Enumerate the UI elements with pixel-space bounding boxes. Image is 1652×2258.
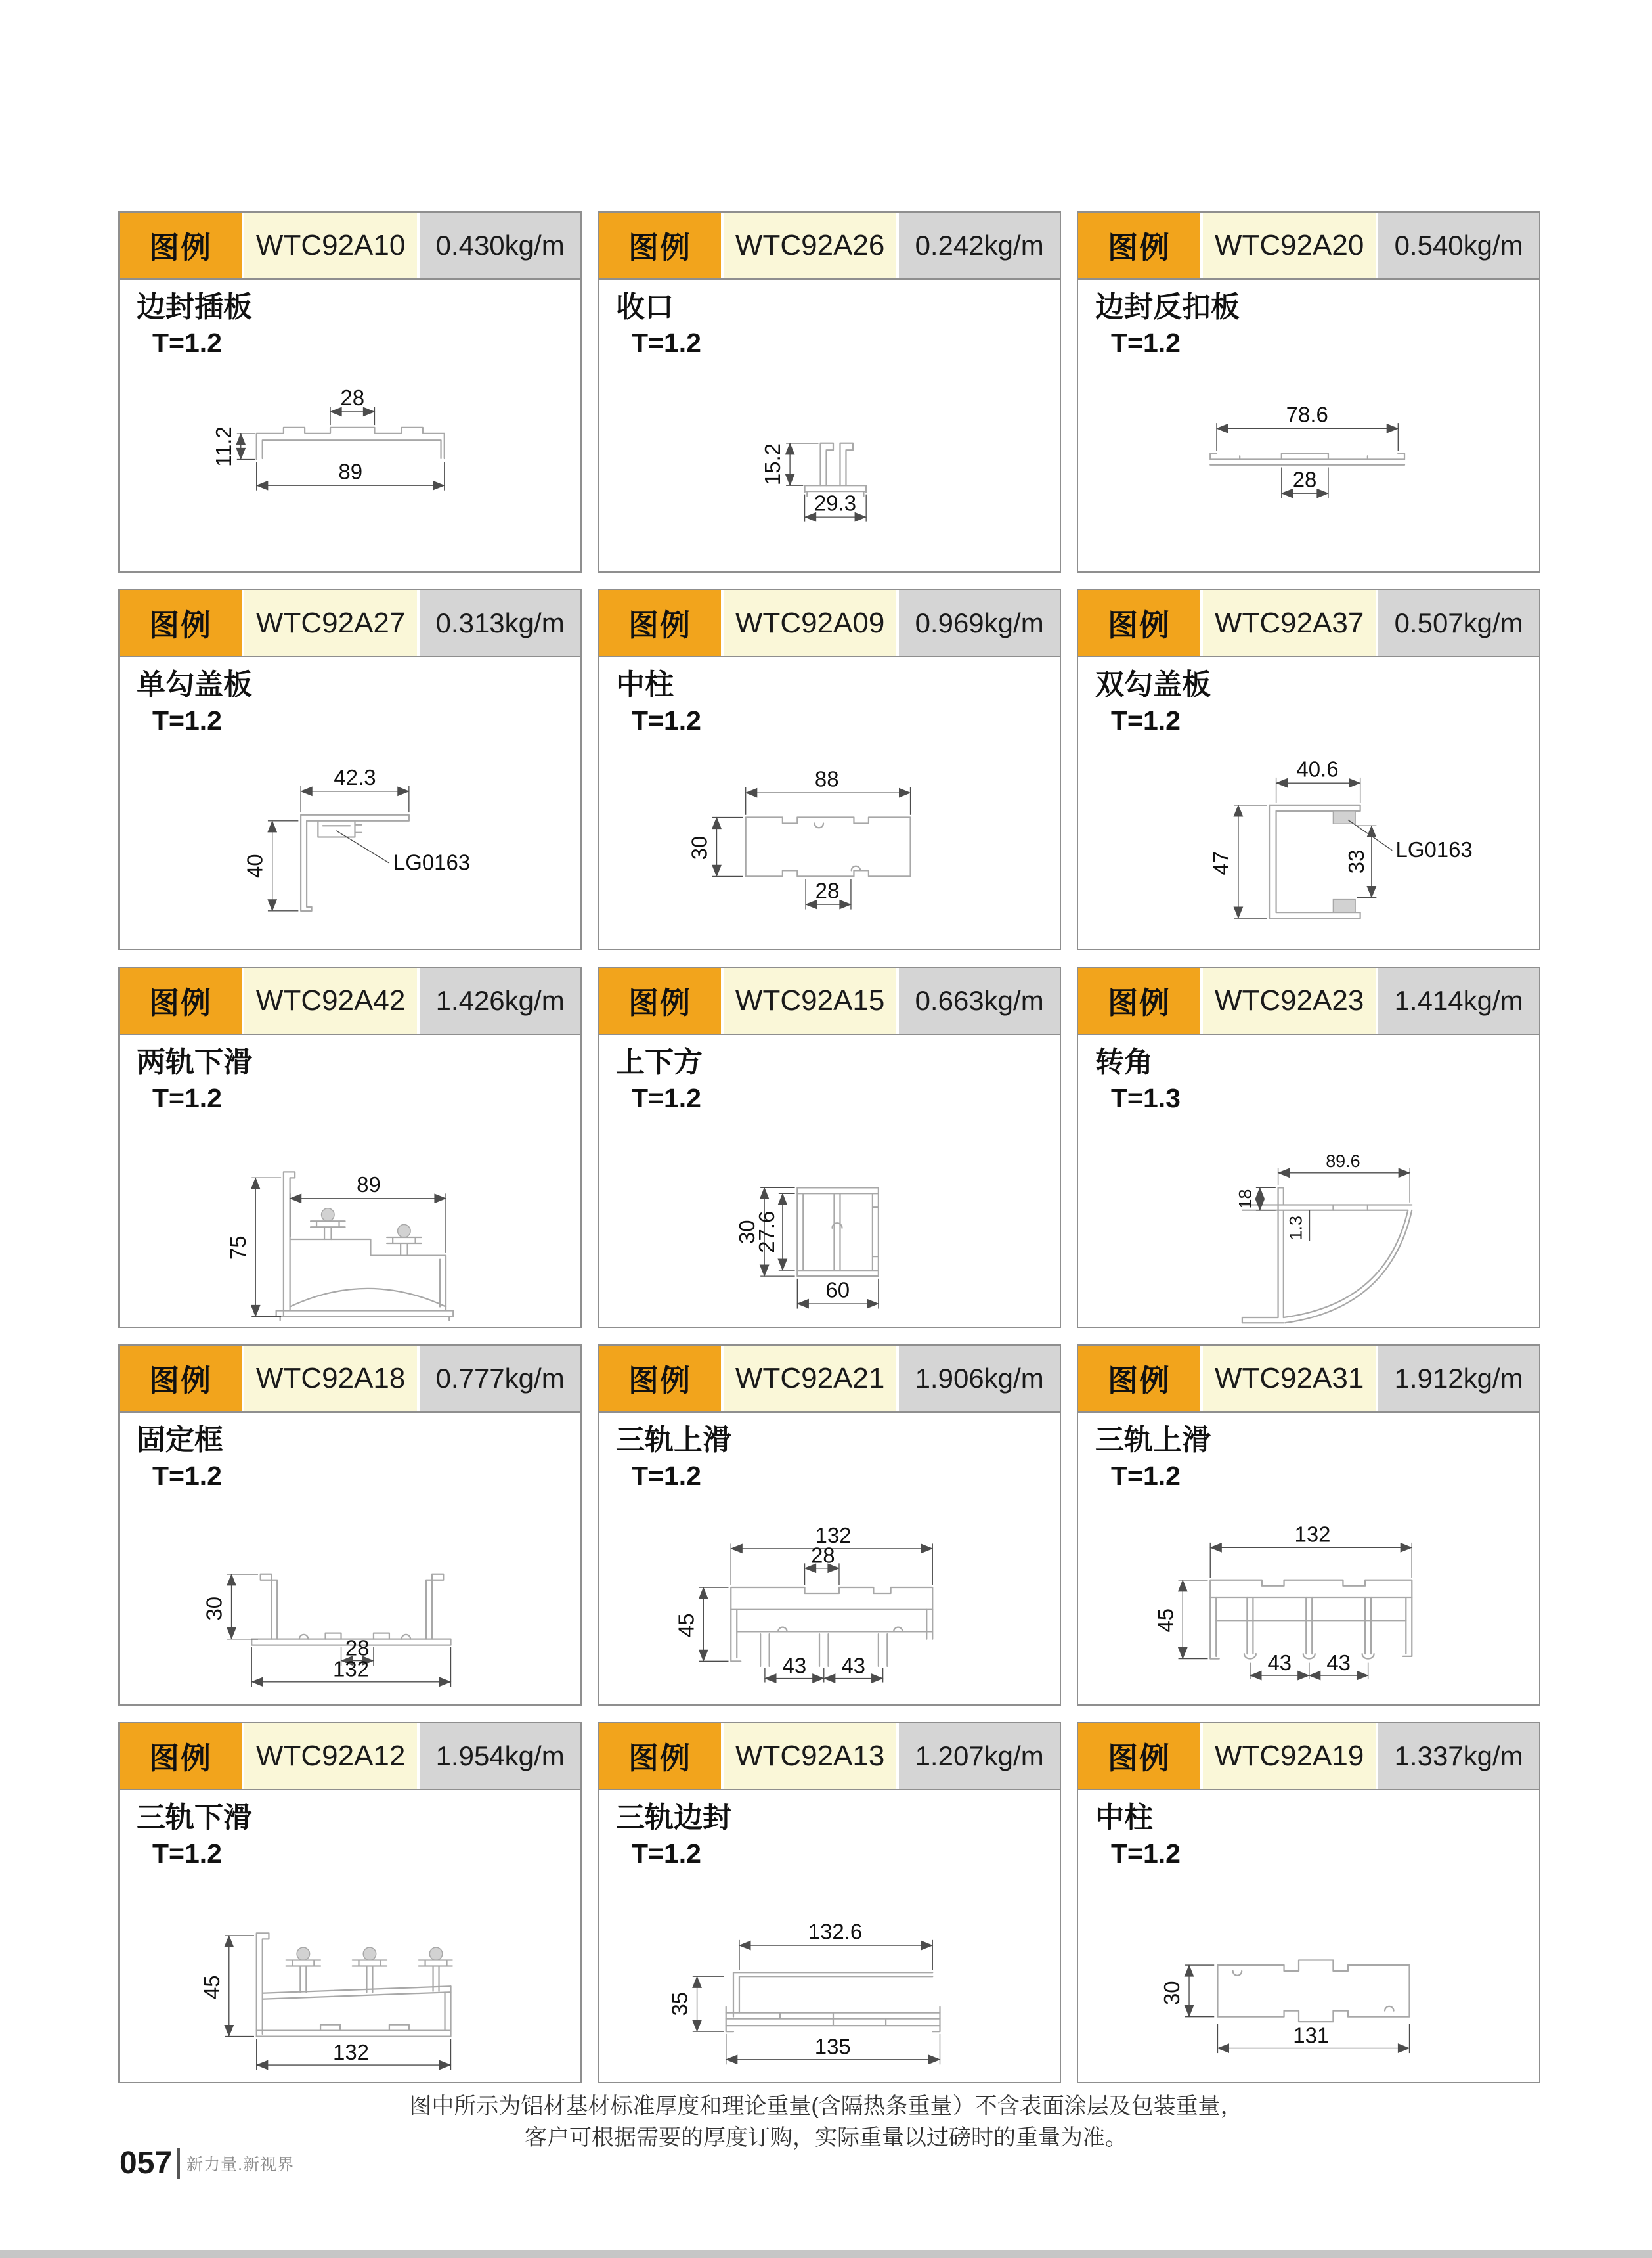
dim-label: 45 — [1153, 1608, 1178, 1633]
profile-thickness: T=1.2 — [632, 1461, 701, 1491]
profile-thickness: T=1.2 — [152, 705, 222, 736]
profile-title: 边封插板 — [137, 291, 252, 323]
profile-thickness: T=1.2 — [152, 1838, 222, 1869]
profile-weight: 0.313kg/m — [435, 608, 565, 638]
legend-box — [1078, 213, 1200, 278]
card-header — [599, 1723, 1060, 1790]
profile-thickness: T=1.2 — [152, 1083, 222, 1113]
profile-card — [1077, 1722, 1540, 2083]
profile-grid — [118, 211, 1540, 2083]
profile-weight-box — [899, 1723, 1060, 1789]
profile-card — [1077, 589, 1540, 950]
legend-label: 图例 — [628, 231, 691, 265]
profile-outline — [746, 818, 911, 877]
profile-thickness: T=1.2 — [1111, 1838, 1181, 1869]
profile-weight: 0.507kg/m — [1394, 608, 1523, 638]
profile-title: 两轨下滑 — [137, 1046, 252, 1078]
dimensions — [202, 1574, 451, 1687]
profile-card — [1077, 1344, 1540, 1706]
profile-title: 三轨上滑 — [616, 1424, 731, 1456]
profile-thickness: T=1.2 — [632, 705, 701, 736]
profile-outline — [726, 1972, 940, 2031]
dim-label: 132 — [1294, 1522, 1331, 1547]
profile-weight: 0.777kg/m — [435, 1363, 565, 1394]
dimensions — [674, 1523, 932, 1683]
profile-weight-box — [420, 1346, 580, 1411]
profile-code-box — [244, 1723, 417, 1789]
legend-label: 图例 — [628, 608, 691, 642]
card-body — [1078, 1035, 1539, 1327]
dim-label: 28 — [810, 1543, 835, 1568]
card-header — [599, 1346, 1060, 1413]
dim-label: 42.3 — [334, 765, 376, 790]
dim-label: 28 — [1292, 467, 1317, 492]
dimensions — [211, 386, 445, 491]
dim-label: 18 — [1235, 1189, 1255, 1209]
card-body — [599, 1035, 1060, 1327]
dim-label: 40.6 — [1296, 757, 1339, 782]
profile-code-box — [724, 213, 896, 278]
profile-outline — [1210, 1580, 1412, 1659]
profile-outline — [301, 815, 409, 911]
page-footer — [120, 2145, 294, 2181]
legend-box — [599, 213, 721, 278]
profile-code-box — [244, 590, 417, 656]
profile-weight-box — [420, 213, 580, 278]
dim-label: 132 — [333, 1656, 369, 1681]
profile-code: WTC92A31 — [1214, 1362, 1364, 1394]
profile-outline — [1242, 1187, 1412, 1323]
page-edge-shadow — [0, 2250, 1652, 2258]
legend-label: 图例 — [1108, 1741, 1171, 1775]
dimensions — [687, 766, 911, 909]
profile-code-box — [724, 1346, 896, 1411]
profile-drawing — [120, 1492, 580, 1703]
profile-outline — [1217, 1960, 1409, 2022]
card-header — [1078, 1723, 1539, 1790]
profile-weight-box — [899, 1346, 1060, 1411]
profile-code: WTC92A26 — [735, 229, 885, 261]
profile-card — [598, 589, 1061, 950]
profile-weight-box — [1378, 1723, 1539, 1789]
dim-label: 27.6 — [754, 1210, 779, 1253]
dim-label: 35 — [667, 1991, 692, 2016]
dim-label: 28 — [340, 386, 365, 410]
dim-label: 11.2 — [211, 426, 236, 467]
dim-label: 15.2 — [760, 443, 785, 486]
card-header — [1078, 1346, 1539, 1413]
profile-thickness: T=1.2 — [152, 1461, 222, 1491]
dimensions — [668, 1919, 940, 2064]
profile-weight-box — [899, 213, 1060, 278]
profile-code: WTC92A19 — [1214, 1740, 1364, 1772]
dimensions — [1217, 403, 1398, 498]
footer-divider — [177, 2148, 180, 2179]
dim-label: 45 — [199, 1975, 224, 2000]
dimensions — [1235, 1151, 1410, 1241]
card-header — [1078, 590, 1539, 657]
profile-outline — [251, 1574, 450, 1645]
profile-drawing — [1078, 1114, 1539, 1325]
profile-weight-box — [420, 590, 580, 656]
profile-title: 收口 — [616, 291, 674, 323]
legend-label: 图例 — [628, 986, 691, 1020]
legend-label: 图例 — [149, 1363, 212, 1398]
card-body — [1078, 657, 1539, 949]
profile-title: 双勾盖板 — [1095, 669, 1211, 701]
card-body — [599, 1790, 1060, 2082]
dim-label: 1.3 — [1286, 1216, 1306, 1241]
profile-card — [118, 1344, 582, 1706]
card-header — [599, 968, 1060, 1035]
profile-code-box — [1203, 1346, 1376, 1411]
card-header — [599, 213, 1060, 280]
profile-title: 三轨下滑 — [137, 1802, 252, 1834]
profile-outline — [257, 428, 445, 460]
profile-code: WTC92A10 — [255, 229, 406, 261]
profile-code-box — [1203, 590, 1376, 656]
profile-drawing — [1078, 736, 1539, 948]
dim-label: 47 — [1208, 851, 1233, 875]
card-body — [120, 1035, 580, 1327]
profile-weight: 0.663kg/m — [915, 985, 1044, 1016]
dim-label: 43 — [1326, 1650, 1351, 1675]
legend-label: 图例 — [149, 608, 212, 642]
profile-outline — [731, 1587, 932, 1666]
profile-code: WTC92A13 — [735, 1740, 885, 1772]
profile-card — [1077, 211, 1540, 573]
legend-box — [120, 590, 242, 656]
legend-box — [1078, 1346, 1200, 1411]
dimensions — [243, 765, 470, 911]
legend-box — [120, 1723, 242, 1789]
profile-code: WTC92A18 — [255, 1362, 406, 1394]
card-header — [120, 968, 580, 1035]
profile-title: 中柱 — [1095, 1802, 1153, 1834]
profile-title: 三轨边封 — [616, 1802, 731, 1834]
dim-label: 30 — [1160, 1981, 1185, 2006]
profile-weight: 1.954kg/m — [435, 1740, 565, 1771]
profile-title: 上下方 — [616, 1046, 703, 1078]
dim-label: 29.3 — [814, 491, 857, 516]
dim-label: 78.6 — [1286, 402, 1328, 427]
profile-weight: 1.426kg/m — [435, 985, 565, 1016]
card-body — [1078, 1790, 1539, 2082]
profile-thickness: T=1.2 — [632, 328, 701, 358]
profile-drawing — [120, 359, 580, 570]
legend-box — [599, 590, 721, 656]
profile-title: 固定框 — [137, 1424, 223, 1456]
card-body — [120, 1413, 580, 1704]
profile-card — [118, 589, 582, 950]
profile-thickness: T=1.2 — [632, 1083, 701, 1113]
profile-weight: 1.912kg/m — [1394, 1363, 1523, 1394]
profile-weight: 0.969kg/m — [915, 608, 1044, 638]
dim-label: 60 — [825, 1277, 850, 1302]
profile-code-box — [724, 968, 896, 1034]
profile-weight: 1.337kg/m — [1394, 1740, 1523, 1771]
page-number: 057 — [120, 2146, 173, 2181]
legend-label: 图例 — [1108, 231, 1171, 265]
legend-box — [599, 968, 721, 1034]
profile-weight: 0.242kg/m — [915, 230, 1044, 261]
card-body — [120, 657, 580, 949]
dim-label: 28 — [345, 1635, 370, 1660]
dim-label: 30 — [202, 1596, 227, 1621]
card-body — [1078, 280, 1539, 571]
profile-code-box — [724, 590, 896, 656]
profile-code-box — [1203, 1723, 1376, 1789]
dim-label: 135 — [814, 2034, 851, 2059]
profile-weight-box — [420, 968, 580, 1034]
dimensions — [735, 1187, 879, 1308]
profile-code-box — [1203, 968, 1376, 1034]
profile-card — [1077, 967, 1540, 1328]
dim-label: 40 — [242, 854, 267, 879]
dim-label: 30 — [687, 835, 712, 860]
profile-card — [118, 211, 582, 573]
profile-drawing — [599, 359, 1060, 570]
profile-card — [598, 1344, 1061, 1706]
profile-weight-box — [1378, 213, 1539, 278]
dim-label: 30 — [735, 1220, 760, 1245]
dim-label: 132 — [333, 2039, 369, 2064]
card-body — [599, 280, 1060, 571]
page-tagline: 新力量.新视界 — [186, 2155, 295, 2174]
profile-outline — [1210, 454, 1404, 465]
dim-label: 89 — [357, 1172, 381, 1197]
profile-weight-box — [1378, 1346, 1539, 1411]
part-note: LG0163 — [1395, 837, 1473, 862]
profile-title: 转角 — [1095, 1046, 1153, 1078]
card-body — [120, 280, 580, 571]
card-header — [120, 1346, 580, 1413]
profile-code: WTC92A27 — [255, 607, 406, 639]
profile-weight-box — [899, 968, 1060, 1034]
profile-title: 边封反扣板 — [1095, 291, 1240, 323]
dimensions — [760, 443, 866, 522]
dimensions — [1160, 1965, 1409, 2053]
dim-label: 75 — [226, 1235, 251, 1260]
footer-note-line1: 图中所示为铝材基材标准厚度和理论重量(含隔热条重量）不含表面涂层及包装重量， — [409, 2094, 1243, 2119]
legend-label: 图例 — [1108, 1363, 1171, 1398]
profile-card — [118, 967, 582, 1328]
profile-card — [598, 967, 1061, 1328]
profile-drawing — [599, 1114, 1060, 1325]
profile-drawing — [599, 736, 1060, 948]
card-header — [120, 1723, 580, 1790]
dim-label: 43 — [782, 1653, 807, 1678]
legend-box — [599, 1723, 721, 1789]
dim-label: 28 — [815, 878, 840, 903]
profile-code-box — [1203, 213, 1376, 278]
profile-code-box — [244, 1346, 417, 1411]
card-body — [1078, 1413, 1539, 1704]
profile-outline — [797, 1187, 879, 1276]
card-body — [599, 1413, 1060, 1704]
dim-label: 43 — [1267, 1650, 1292, 1675]
profile-weight-box — [1378, 590, 1539, 656]
profile-thickness: T=1.2 — [632, 1838, 701, 1869]
footer-note-line2: 客户可根据需要的厚度订购，实际重量以过磅时的重量为准。 — [525, 2125, 1127, 2150]
profile-title: 三轨上滑 — [1095, 1424, 1211, 1456]
legend-box — [1078, 1723, 1200, 1789]
card-header — [120, 213, 580, 280]
profile-thickness: T=1.2 — [1111, 328, 1181, 358]
profile-drawing — [120, 1114, 580, 1325]
legend-label: 图例 — [149, 1741, 212, 1775]
profile-weight: 0.540kg/m — [1394, 230, 1523, 261]
card-header — [1078, 968, 1539, 1035]
profile-drawing — [1078, 1869, 1539, 2081]
dim-label: 45 — [674, 1613, 699, 1638]
profile-card — [598, 1722, 1061, 2083]
card-header — [1078, 213, 1539, 280]
dim-label: 89.6 — [1326, 1151, 1360, 1171]
card-body — [599, 657, 1060, 949]
profile-thickness: T=1.2 — [1111, 705, 1181, 736]
dim-label: 43 — [841, 1653, 866, 1678]
legend-box — [120, 1346, 242, 1411]
card-body — [120, 1790, 580, 2082]
profile-code-box — [244, 213, 417, 278]
profile-code: WTC92A23 — [1214, 985, 1364, 1017]
profile-weight-box — [1378, 968, 1539, 1034]
card-header — [120, 590, 580, 657]
profile-drawing — [120, 736, 580, 948]
legend-box — [1078, 968, 1200, 1034]
profile-drawing — [599, 1869, 1060, 2081]
legend-label: 图例 — [628, 1741, 691, 1775]
profile-weight: 1.207kg/m — [915, 1740, 1044, 1771]
profile-weight: 1.906kg/m — [915, 1363, 1044, 1394]
profile-card — [118, 1722, 582, 2083]
profile-weight-box — [420, 1723, 580, 1789]
profile-thickness: T=1.3 — [1111, 1083, 1181, 1113]
profile-thickness: T=1.2 — [1111, 1461, 1181, 1491]
profile-code: WTC92A42 — [255, 985, 406, 1017]
legend-box — [1078, 590, 1200, 656]
part-note: LG0163 — [393, 850, 471, 875]
dim-label: 131 — [1293, 2023, 1330, 2048]
profile-code: WTC92A15 — [735, 985, 885, 1017]
profile-card — [598, 211, 1061, 573]
dim-label: 132 — [815, 1522, 852, 1547]
profile-code-box — [244, 968, 417, 1034]
dim-label: 33 — [1343, 849, 1368, 874]
legend-box — [120, 213, 242, 278]
profile-outline — [805, 443, 867, 497]
dimensions — [200, 1936, 451, 2070]
profile-weight: 1.414kg/m — [1394, 985, 1523, 1016]
profile-weight: 0.430kg/m — [435, 230, 565, 261]
legend-label: 图例 — [1108, 608, 1171, 642]
profile-thickness: T=1.2 — [152, 328, 222, 358]
profile-title: 中柱 — [616, 669, 674, 701]
profile-drawing — [1078, 359, 1539, 570]
dimensions — [1209, 757, 1473, 918]
card-header — [599, 590, 1060, 657]
profile-title: 单勾盖板 — [137, 669, 252, 701]
legend-box — [120, 968, 242, 1034]
legend-label: 图例 — [628, 1363, 691, 1398]
dim-label: 132.6 — [808, 1919, 863, 1944]
profile-code: WTC92A21 — [735, 1362, 885, 1394]
profile-code: WTC92A37 — [1214, 607, 1364, 639]
dim-label: 89 — [338, 459, 363, 484]
legend-label: 图例 — [149, 986, 212, 1020]
profile-code-box — [724, 1723, 896, 1789]
dim-label: 88 — [814, 766, 839, 791]
profile-weight-box — [899, 590, 1060, 656]
profile-drawing — [599, 1492, 1060, 1703]
profile-code: WTC92A12 — [255, 1740, 406, 1772]
legend-label: 图例 — [1108, 986, 1171, 1020]
legend-label: 图例 — [149, 231, 212, 265]
profile-code: WTC92A09 — [735, 607, 885, 639]
profile-drawing — [120, 1869, 580, 2081]
profile-drawing — [1078, 1492, 1539, 1703]
profile-code: WTC92A20 — [1214, 229, 1364, 261]
legend-box — [599, 1346, 721, 1411]
profile-outline — [257, 1933, 452, 2036]
